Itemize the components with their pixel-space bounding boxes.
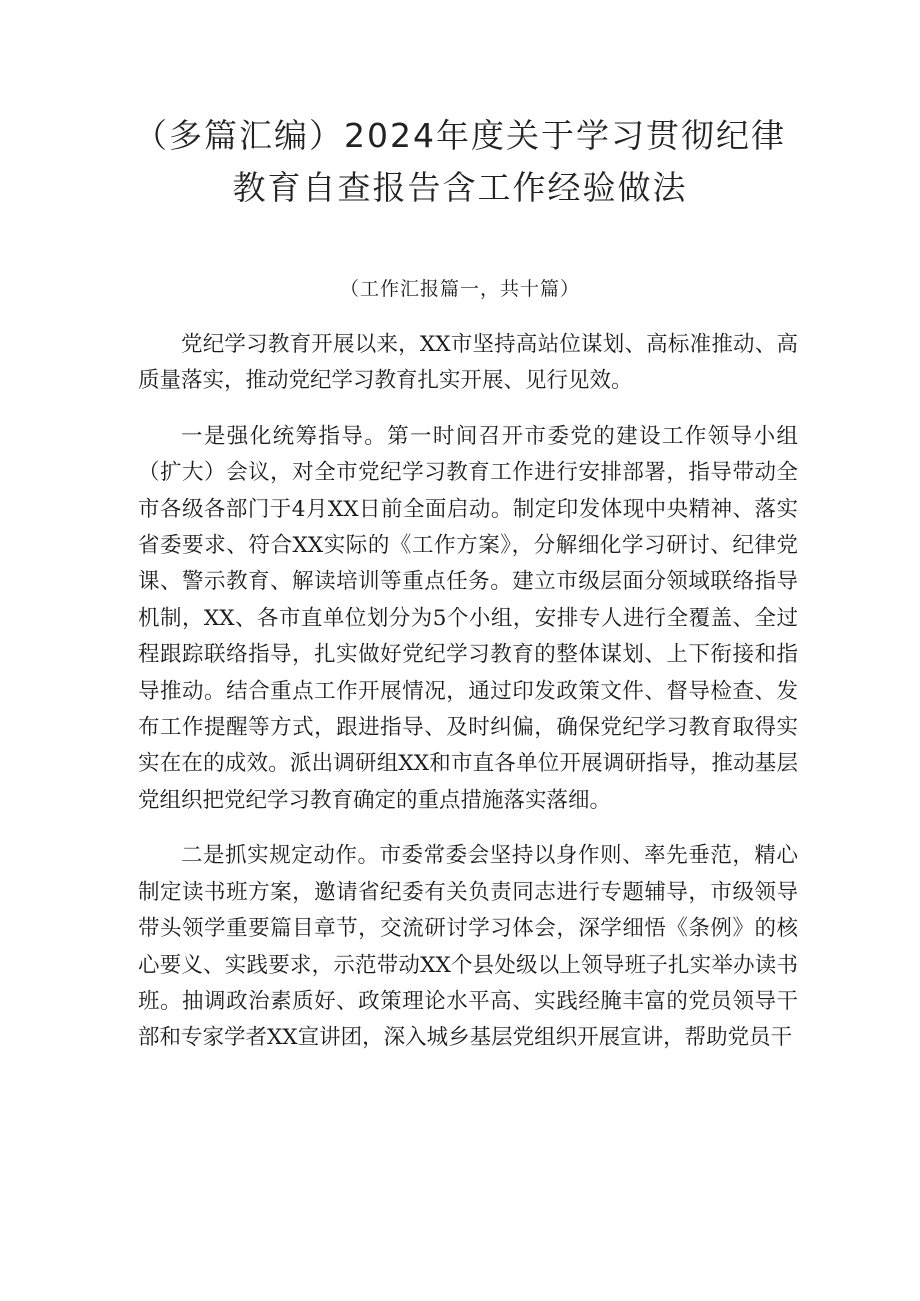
- document-subtitle: （工作汇报篇一，共十篇）: [339, 278, 580, 300]
- document-title-line-1: （多篇汇编）2024年度关于学习贯彻纪律: [134, 116, 786, 155]
- paragraph-intro: 党纪学习教育开展以来，XX市坚持高站位谋划、高标准推动、高质量落实，推动党纪学习教育扎实开展、见行见效。: [138, 332, 798, 394]
- paragraph-two: 二是抓实规定动作。市委常委会坚持以身作则、率先垂范，精心制定读书班方案，邀请省纪委有关负责同志进行专题辅导，市级领导带头领学重要篇目章节，交流研讨学习体会，深学细悟《条例》的核心要义、实践要求，示范带动XX个县处级以上领导班子扎实举办读书班。抽调政治素质好、政策理论水平高、实践经腌丰富的党员领导干部和专家学者XX宣讲团，深入城乡基层党组织开展宣讲，帮助党员干: [138, 843, 798, 1051]
- document-body: [138, 327, 798, 1076]
- paragraph-one: 一是强化统筹指导。第一时间召开市委党的建设工作领导小组（扩大）会议，对全市党纪学习教育工作进行安排部署，指导带动全市各级各部门于4月XX日前全面启动。制定印发体现中央精神、落实省委要求、符合XX实际的《工作方案》，分解细化学习研讨、纪律党课、警示教育、解读培训等重点任务。建立市级层面分领域联络指导机制，XX、各市直单位划分为5个小组，安排专人进行全覆盖、全过程跟踪联络指导，扎实做好党纪学习教育的整体谋划、上下衔接和指导推动。结合重点工作开展情况，通过印发政策文件、督导检查、发布工作提醒等方式，跟进指导、及时纠偏，确保党纪学习教育取得实实在在的成效。派出调研组XX和市直各单位开展调研指导，推动基层党组织把党纪学习教育确定的重点措施落实落细。: [138, 423, 798, 813]
- document-title-line-2: 教育自查报告含工作经验做法: [232, 168, 688, 207]
